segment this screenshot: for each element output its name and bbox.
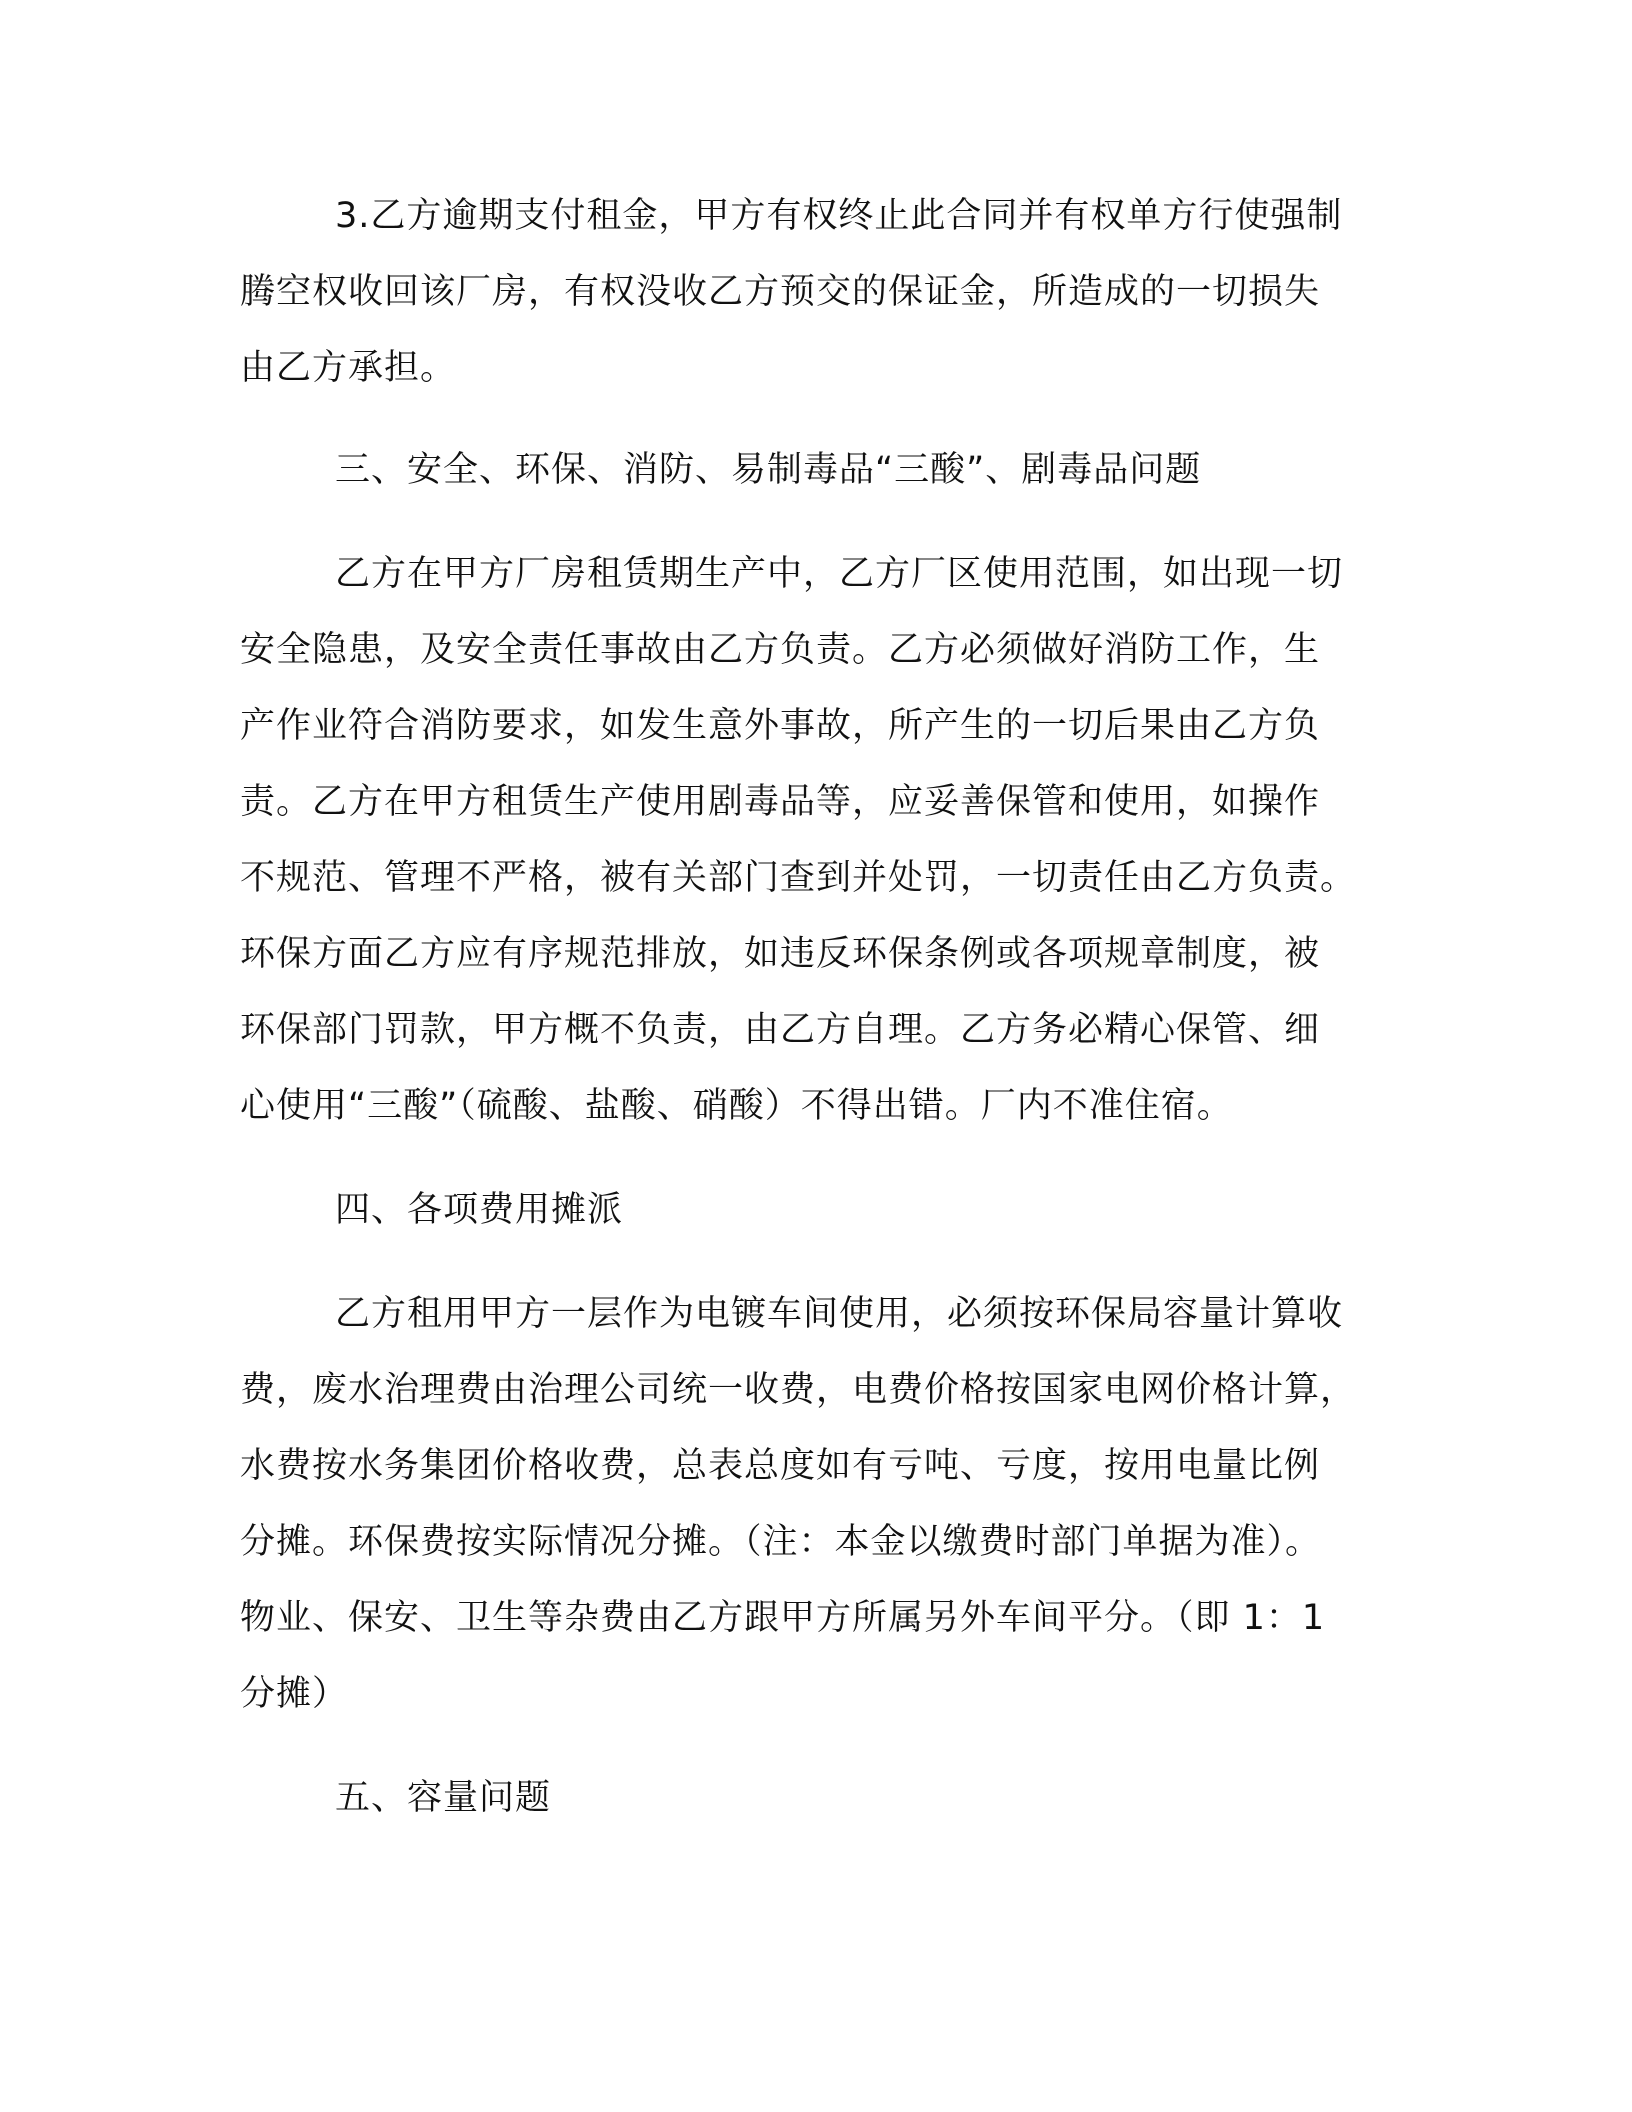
section4-heading: 四、各项费用摊派 bbox=[335, 1190, 624, 1230]
section3-line-5: 不规范、管理不严格，被有关部门查到并处罚，一切责任由乙方负责。 bbox=[240, 858, 1357, 898]
clause3-line-2: 腾空权收回该厂房，有权没收乙方预交的保证金，所造成的一切损失 bbox=[240, 272, 1321, 312]
section3-heading: 三、安全、环保、消防、易制毒品“三酸”、剧毒品问题 bbox=[335, 450, 1202, 490]
section4-line-6: 分摊） bbox=[240, 1674, 349, 1714]
section5-heading: 五、容量问题 bbox=[335, 1778, 552, 1818]
section4-line-4: 分摊。环保费按实际情况分摊。（注：本金以缴费时部门单据为准）。 bbox=[240, 1522, 1322, 1562]
section3-line-2: 安全隐患，及安全责任事故由乙方负责。乙方必须做好消防工作，生 bbox=[240, 630, 1321, 670]
section3-line-6: 环保方面乙方应有序规范排放，如违反环保条例或各项规章制度，被 bbox=[240, 934, 1321, 974]
section3-line-8: 心使用“三酸”（硫酸、盐酸、硝酸）不得出错。厂内不准住宿。 bbox=[240, 1086, 1233, 1126]
clause3-line-3: 由乙方承担。 bbox=[240, 348, 457, 388]
section4-line-3: 水费按水务集团价格收费，总表总度如有亏吨、亏度，按用电量比例 bbox=[240, 1446, 1321, 1486]
section4-line-5: 物业、保安、卫生等杂费由乙方跟甲方所属另外车间平分。（即 1：1 bbox=[240, 1598, 1326, 1638]
clause3-line-1: 3.乙方逾期支付租金，甲方有权终止此合同并有权单方行使强制 bbox=[335, 196, 1343, 236]
section3-line-7: 环保部门罚款，甲方概不负责，由乙方自理。乙方务必精心保管、细 bbox=[240, 1010, 1321, 1050]
section3-line-4: 责。乙方在甲方租赁生产使用剧毒品等，应妥善保管和使用，如操作 bbox=[240, 782, 1321, 822]
section3-line-3: 产作业符合消防要求，如发生意外事故，所产生的一切后果由乙方负 bbox=[240, 706, 1321, 746]
section4-line-1: 乙方租用甲方一层作为电镀车间使用，必须按环保局容量计算收 bbox=[335, 1294, 1344, 1334]
section4-line-2: 费，废水治理费由治理公司统一收费，电费价格按国家电网价格计算， bbox=[240, 1370, 1357, 1410]
section3-line-1: 乙方在甲方厂房租赁期生产中，乙方厂区使用范围，如出现一切 bbox=[335, 554, 1344, 594]
